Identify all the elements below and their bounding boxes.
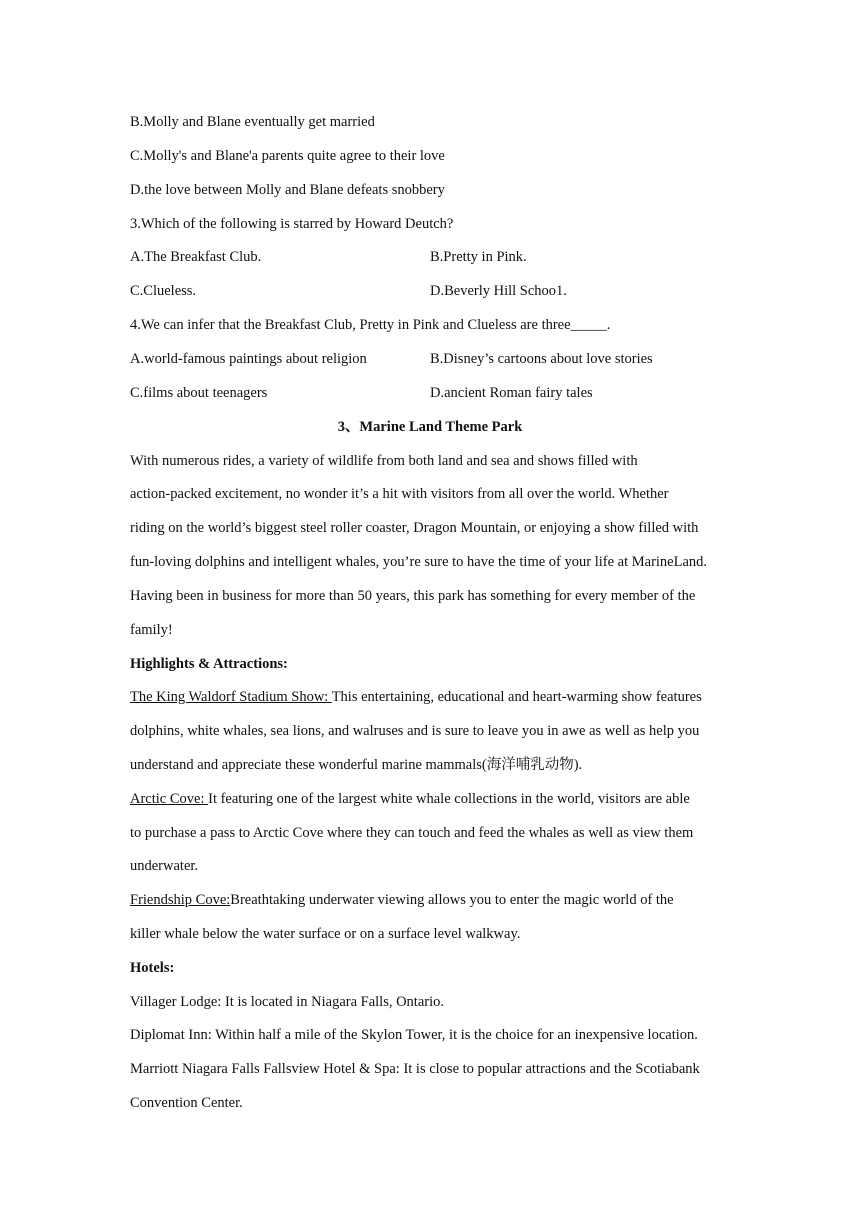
intro-line: riding on the world’s biggest steel roller coaster, Dragon Mountain, or enjoying a show filled with — [130, 520, 699, 536]
q3-option-b: B.Pretty in Pink. — [430, 249, 527, 265]
stadium-line-2: dolphins, white whales, sea lions, and walruses and is sure to leave you in awe as well as help you — [130, 723, 700, 739]
q4-question: 4.We can infer that the Breakfast Club, Pretty in Pink and Clueless are three_____. — [130, 317, 611, 333]
hotel-line: Marriott Niagara Falls Fallsview Hotel & Spa: It is close to popular attractions and the Scotiabank — [130, 1061, 700, 1077]
intro-line: With numerous rides, a variety of wildlife from both land and sea and shows filled with — [130, 453, 638, 469]
hotel-line: Diplomat Inn: Within half a mile of the Skylon Tower, it is the choice for an inexpensive location. — [130, 1027, 698, 1043]
q2-option-d: D.the love between Molly and Blane defeats snobbery — [130, 182, 445, 198]
stadium-text: This entertaining, educational and heart-warming show features — [331, 689, 702, 705]
q2-option-c: C.Molly's and Blane'a parents quite agree to their love — [130, 148, 445, 164]
q3-option-d: D.Beverly Hill Schoo1. — [430, 283, 567, 299]
passage-title: 3、Marine Land Theme Park — [337, 419, 523, 435]
intro-line: action-packed excitement, no wonder it’s a hit with visitors from all over the world. Whether — [130, 486, 669, 502]
q4-option-d: D.ancient Roman fairy tales — [430, 385, 593, 401]
friendship-line-2: killer whale below the water surface or on a surface level walkway. — [130, 926, 521, 942]
intro-line: Having been in business for more than 50 years, this park has something for every member of the — [130, 588, 696, 604]
hotels-heading: Hotels: — [130, 960, 175, 976]
highlights-heading: Highlights & Attractions: — [130, 656, 288, 672]
stadium-line-1 — [130, 688, 702, 706]
q3-question: 3.Which of the following is starred by Howard Deutch? — [130, 216, 454, 232]
stadium-show-name: The King Waldorf Stadium Show: — [130, 689, 332, 705]
arctic-line-1 — [130, 790, 690, 808]
friendship-line-1 — [130, 891, 674, 909]
stadium-line-3: understand and appreciate these wonderful marine mammals(海洋哺乳动物). — [130, 757, 583, 773]
q3-option-a: A.The Breakfast Club. — [130, 249, 262, 265]
q3-option-c: C.Clueless. — [130, 283, 197, 299]
intro-line: family! — [130, 622, 173, 638]
arctic-line-3: underwater. — [130, 858, 199, 874]
arctic-text: It featuring one of the largest white whale collections in the world, visitors are able — [208, 791, 690, 807]
intro-line: fun-loving dolphins and intelligent whales, you’re sure to have the time of your life at MarineLand. — [130, 554, 708, 570]
q4-option-c: C.films about teenagers — [130, 385, 268, 401]
hotel-line: Convention Center. — [130, 1095, 243, 1111]
friendship-text: Breathtaking underwater viewing allows you to enter the magic world of the — [230, 892, 674, 908]
q4-option-b: B.Disney’s cartoons about love stories — [430, 351, 653, 367]
arctic-line-2: to purchase a pass to Arctic Cove where they can touch and feed the whales as well as view them — [130, 825, 694, 841]
q2-option-b: B.Molly and Blane eventually get married — [130, 114, 375, 130]
arctic-cove-name: Arctic Cove: — [130, 791, 209, 807]
hotel-line: Villager Lodge: It is located in Niagara Falls, Ontario. — [130, 994, 445, 1010]
friendship-cove-name: Friendship Cove: — [130, 892, 231, 908]
q4-option-a: A.world-famous paintings about religion — [130, 351, 367, 367]
